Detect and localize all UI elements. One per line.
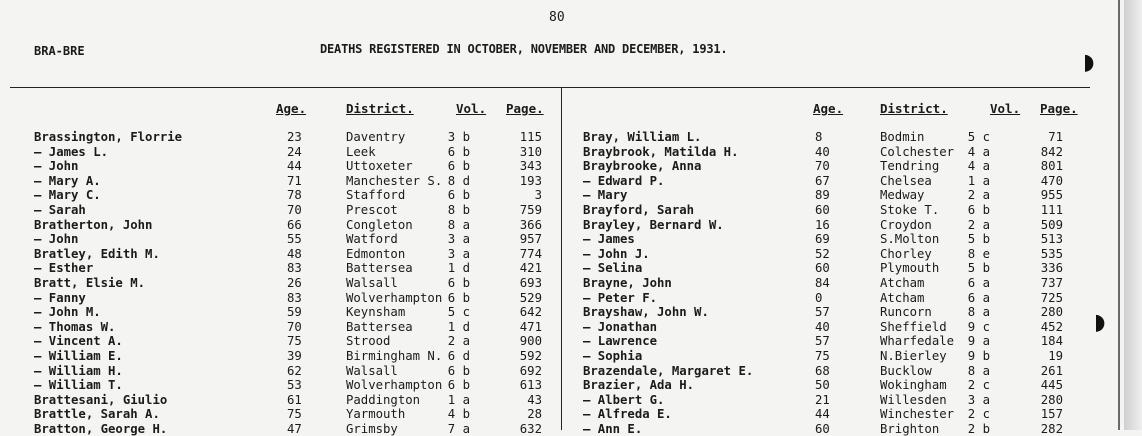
entry-name: Braybrook, Matilda H. [583, 144, 739, 159]
entry-vol: 3 a [967, 392, 990, 407]
entry-vol: 6 b [447, 188, 470, 203]
register-entry [583, 174, 1103, 189]
entry-district: Winchester [880, 407, 955, 422]
column-divider [561, 88, 562, 430]
register-entry [34, 232, 554, 247]
register-entry [34, 349, 554, 364]
entry-page: 280 [1040, 305, 1063, 320]
entry-age: 70 [815, 159, 830, 174]
entry-age: 47 [287, 421, 302, 436]
entry-page: 421 [519, 261, 542, 276]
entry-vol: 1 a [447, 392, 470, 407]
entry-district: Atcham [880, 275, 925, 290]
entry-page: 513 [1040, 232, 1063, 247]
entry-name: Brayne, John [583, 275, 672, 290]
register-entry [34, 393, 554, 408]
entry-age: 61 [287, 392, 302, 407]
register-entry [583, 130, 1103, 145]
entry-page: 366 [519, 217, 542, 232]
left-header-age: Age. [276, 101, 307, 116]
register-entry [583, 349, 1103, 364]
entry-age: 40 [815, 144, 830, 159]
entry-district: Chelsea [880, 173, 932, 188]
entry-name: — Fanny [34, 290, 86, 305]
entry-age: 69 [815, 232, 830, 247]
entry-page: 955 [1040, 188, 1063, 203]
entry-age: 48 [287, 246, 302, 261]
entry-page: 842 [1040, 144, 1063, 159]
entry-age: 67 [815, 173, 830, 188]
entry-vol: 2 c [967, 378, 990, 393]
right-header-district: District. [880, 101, 948, 116]
entry-name: — Alfreda E. [583, 407, 672, 422]
register-entry [583, 145, 1103, 160]
entry-page: 509 [1040, 217, 1063, 232]
register-entry [34, 145, 554, 160]
entry-district: Medway [880, 188, 925, 203]
left-header-vol: Vol. [456, 101, 487, 116]
entry-vol: 9 c [967, 319, 990, 334]
left-header-page: Page. [506, 101, 544, 116]
entry-age: 16 [815, 217, 830, 232]
register-entry [583, 232, 1103, 247]
entry-vol: 3 a [447, 232, 470, 247]
register-entry [583, 261, 1103, 276]
register-entry [34, 320, 554, 335]
entry-age: 8 [815, 130, 823, 144]
register-entry [34, 305, 554, 320]
entry-name: — William H. [34, 363, 123, 378]
entry-district: Chorley [880, 246, 932, 261]
page-edge-shadow [1124, 0, 1142, 430]
entry-name: Brayshaw, John W. [583, 305, 709, 320]
entry-vol: 3 b [447, 130, 470, 144]
page-number: 80 [549, 10, 565, 25]
entry-age: 40 [815, 319, 830, 334]
register-entry [583, 218, 1103, 233]
entry-name: — John J. [583, 246, 650, 261]
entry-vol: 8 a [447, 217, 470, 232]
entry-vol: 8 b [447, 202, 470, 217]
entry-name: — James [583, 232, 635, 247]
entry-age: 78 [287, 188, 302, 203]
entry-district: Bodmin [880, 130, 925, 144]
entry-name: — John [34, 232, 79, 247]
entry-age: 68 [815, 363, 830, 378]
entry-age: 70 [287, 202, 302, 217]
entry-page: 692 [519, 363, 542, 378]
register-entry [583, 334, 1103, 349]
left-entry-list [34, 130, 554, 436]
entry-vol: 6 b [447, 290, 470, 305]
entry-name: Bray, William L. [583, 130, 702, 144]
register-entry [583, 364, 1103, 379]
entry-district: Atcham [880, 290, 925, 305]
entry-page: 535 [1040, 246, 1063, 261]
entry-name: Brattesani, Giulio [34, 392, 168, 407]
entry-vol: 5 b [967, 232, 990, 247]
entry-page: 193 [519, 173, 542, 188]
register-entry [34, 218, 554, 233]
entry-name: Bratt, Elsie M. [34, 275, 146, 290]
register-entry [583, 422, 1103, 436]
entry-page: 3 [534, 188, 542, 203]
entry-page: 19 [1048, 348, 1063, 363]
entry-page: 471 [519, 319, 542, 334]
entry-district: Wolverhampton [346, 290, 443, 305]
entry-district: Daventry [346, 130, 406, 144]
entry-vol: 8 e [967, 246, 990, 261]
index-range: BRA-BRE [34, 44, 85, 58]
register-entry [583, 305, 1103, 320]
punch-hole-mark: ◗ [1094, 310, 1106, 335]
entry-age: 44 [287, 159, 302, 174]
entry-district: Keynsham [346, 305, 406, 320]
entry-page: 336 [1040, 261, 1063, 276]
entry-age: 83 [287, 261, 302, 276]
register-entry [583, 159, 1103, 174]
entry-name: Bratherton, John [34, 217, 153, 232]
entry-page: 310 [519, 144, 542, 159]
right-entry-list [583, 130, 1103, 436]
page-title: DEATHS REGISTERED IN OCTOBER, NOVEMBER AND DECEMBER, 1931. [320, 42, 728, 56]
register-entry [34, 364, 554, 379]
entry-vol: 2 b [967, 421, 990, 436]
register-entry [583, 407, 1103, 422]
entry-district: Prescot [346, 202, 398, 217]
entry-vol: 6 b [447, 159, 470, 174]
entry-vol: 8 d [447, 173, 470, 188]
right-header-page: Page. [1040, 101, 1078, 116]
entry-age: 89 [815, 188, 830, 203]
entry-age: 83 [287, 290, 302, 305]
entry-name: — Edward P. [583, 173, 665, 188]
entry-vol: 2 a [967, 217, 990, 232]
header-rule [10, 87, 1090, 88]
entry-name: — Thomas W. [34, 319, 116, 334]
entry-district: Congleton [346, 217, 413, 232]
entry-district: Colchester [880, 144, 955, 159]
register-entry [34, 407, 554, 422]
entry-district: Wharfedale [880, 334, 955, 349]
entry-district: Strood [346, 334, 391, 349]
entry-vol: 8 a [967, 305, 990, 320]
entry-vol: 6 b [447, 275, 470, 290]
entry-district: Walsall [346, 363, 398, 378]
entry-vol: 6 a [967, 290, 990, 305]
entry-vol: 5 c [447, 305, 470, 320]
entry-age: 84 [815, 275, 830, 290]
entry-vol: 6 b [447, 144, 470, 159]
register-entry [583, 320, 1103, 335]
entry-age: 44 [815, 407, 830, 422]
entry-district: Manchester S. [346, 173, 443, 188]
register-entry [34, 378, 554, 393]
entry-page: 642 [519, 305, 542, 320]
entry-district: Wolverhampton [346, 378, 443, 393]
entry-page: 592 [519, 348, 542, 363]
entry-page: 28 [527, 407, 542, 422]
entry-age: 60 [815, 421, 830, 436]
entry-age: 60 [815, 202, 830, 217]
register-entry [583, 203, 1103, 218]
entry-vol: 1 d [447, 261, 470, 276]
entry-page: 184 [1040, 334, 1063, 349]
entry-name: Brassington, Florrie [34, 130, 183, 144]
entry-district: Stoke T. [880, 202, 940, 217]
left-header-district: District. [346, 101, 414, 116]
register-entry [34, 159, 554, 174]
entry-name: — Selina [583, 261, 643, 276]
entry-district: Wokingham [880, 378, 947, 393]
entry-name: — Lawrence [583, 334, 658, 349]
punch-hole-mark: ◗ [1083, 50, 1095, 75]
entry-page: 613 [519, 378, 542, 393]
entry-page: 759 [519, 202, 542, 217]
entry-district: Watford [346, 232, 398, 247]
entry-district: Sheffield [880, 319, 947, 334]
entry-name: — John [34, 159, 79, 174]
entry-age: 26 [287, 275, 302, 290]
entry-name: — Esther [34, 261, 94, 276]
entry-age: 52 [815, 246, 830, 261]
page-edge-line [1118, 0, 1120, 430]
register-entry [34, 291, 554, 306]
register-entry [583, 276, 1103, 291]
entry-vol: 6 a [967, 275, 990, 290]
entry-age: 39 [287, 348, 302, 363]
entry-age: 21 [815, 392, 830, 407]
entry-page: 280 [1040, 392, 1063, 407]
entry-name: — Mary A. [34, 173, 101, 188]
entry-name: — Sophia [583, 348, 643, 363]
entry-name: Brattle, Sarah A. [34, 407, 160, 422]
entry-vol: 4 b [447, 407, 470, 422]
entry-page: 261 [1040, 363, 1063, 378]
register-entry [34, 276, 554, 291]
entry-vol: 5 b [967, 261, 990, 276]
entry-age: 71 [287, 173, 302, 188]
entry-district: Plymouth [880, 261, 940, 276]
entry-age: 75 [287, 407, 302, 422]
entry-name: — Albert G. [583, 392, 665, 407]
entry-page: 529 [519, 290, 542, 305]
entry-name: — Mary [583, 188, 628, 203]
entry-age: 0 [815, 290, 823, 305]
register-entry [34, 334, 554, 349]
entry-district: N.Bierley [880, 348, 947, 363]
register-entry [34, 422, 554, 436]
entry-district: Bucklow [880, 363, 932, 378]
entry-name: — Sarah [34, 202, 86, 217]
entry-vol: 7 a [447, 421, 470, 436]
entry-district: Willesden [880, 392, 947, 407]
entry-page: 71 [1048, 130, 1063, 144]
register-entry [583, 393, 1103, 408]
entry-name: Bratton, George H. [34, 421, 168, 436]
entry-name: — Vincent A. [34, 334, 123, 349]
entry-vol: 8 a [967, 363, 990, 378]
right-header-vol: Vol. [990, 101, 1021, 116]
entry-age: 60 [815, 261, 830, 276]
entry-page: 725 [1040, 290, 1063, 305]
entry-vol: 2 c [967, 407, 990, 422]
entry-district: Paddington [346, 392, 421, 407]
entry-vol: 1 d [447, 319, 470, 334]
entry-vol: 1 a [967, 173, 990, 188]
entry-district: Tendring [880, 159, 940, 174]
entry-name: — John M. [34, 305, 101, 320]
entry-vol: 9 b [967, 348, 990, 363]
entry-page: 632 [519, 421, 542, 436]
entry-name: — Jonathan [583, 319, 658, 334]
entry-vol: 4 a [967, 144, 990, 159]
entry-vol: 6 d [447, 348, 470, 363]
entry-page: 693 [519, 275, 542, 290]
entry-age: 57 [815, 305, 830, 320]
entry-district: Edmonton [346, 246, 406, 261]
entry-age: 66 [287, 217, 302, 232]
entry-name: Bratley, Edith M. [34, 246, 160, 261]
entry-page: 900 [519, 334, 542, 349]
register-entry [34, 188, 554, 203]
entry-name: Brayford, Sarah [583, 202, 695, 217]
register-entry [34, 203, 554, 218]
entry-page: 445 [1040, 378, 1063, 393]
entry-district: Battersea [346, 319, 413, 334]
entry-district: Grimsby [346, 421, 398, 436]
entry-district: Yarmouth [346, 407, 406, 422]
entry-vol: 3 a [447, 246, 470, 261]
entry-age: 75 [815, 348, 830, 363]
entry-age: 50 [815, 378, 830, 393]
entry-age: 70 [287, 319, 302, 334]
entry-age: 53 [287, 378, 302, 393]
register-entry [34, 174, 554, 189]
entry-district: Runcorn [880, 305, 932, 320]
entry-vol: 6 b [967, 202, 990, 217]
entry-vol: 2 a [967, 188, 990, 203]
right-header-age: Age. [813, 101, 844, 116]
entry-page: 737 [1040, 275, 1063, 290]
entry-age: 23 [287, 130, 302, 144]
entry-vol: 4 a [967, 159, 990, 174]
entry-page: 43 [527, 392, 542, 407]
entry-page: 115 [519, 130, 542, 144]
entry-vol: 6 b [447, 378, 470, 393]
entry-page: 157 [1040, 407, 1063, 422]
register-entry [583, 247, 1103, 262]
entry-vol: 5 c [967, 130, 990, 144]
entry-age: 24 [287, 144, 302, 159]
register-entry [583, 188, 1103, 203]
entry-age: 75 [287, 334, 302, 349]
entry-name: Brayley, Bernard W. [583, 217, 724, 232]
entry-district: Brighton [880, 421, 940, 436]
entry-name: — James L. [34, 144, 109, 159]
entry-vol: 9 a [967, 334, 990, 349]
entry-vol: 6 b [447, 363, 470, 378]
register-entry [34, 130, 554, 145]
entry-district: Leek [346, 144, 376, 159]
entry-age: 57 [815, 334, 830, 349]
entry-page: 801 [1040, 159, 1063, 174]
entry-district: Croydon [880, 217, 932, 232]
entry-name: — William T. [34, 378, 123, 393]
entry-district: Walsall [346, 275, 398, 290]
entry-district: S.Molton [880, 232, 940, 247]
entry-name: Brazier, Ada H. [583, 378, 695, 393]
entry-district: Uttoxeter [346, 159, 413, 174]
entry-district: Birmingham N. [346, 348, 443, 363]
entry-district: Stafford [346, 188, 406, 203]
entry-district: Battersea [346, 261, 413, 276]
entry-page: 774 [519, 246, 542, 261]
entry-page: 111 [1040, 202, 1063, 217]
entry-name: — Peter F. [583, 290, 658, 305]
register-entry [583, 378, 1103, 393]
entry-vol: 2 a [447, 334, 470, 349]
entry-name: — Ann E. [583, 421, 643, 436]
register-entry [34, 261, 554, 276]
entry-name: Braybrooke, Anna [583, 159, 702, 174]
entry-page: 452 [1040, 319, 1063, 334]
entry-name: — William E. [34, 348, 123, 363]
entry-name: Brazendale, Margaret E. [583, 363, 754, 378]
entry-name: — Mary C. [34, 188, 101, 203]
entry-page: 957 [519, 232, 542, 247]
entry-age: 55 [287, 232, 302, 247]
entry-age: 59 [287, 305, 302, 320]
entry-page: 343 [519, 159, 542, 174]
register-entry [583, 291, 1103, 306]
entry-page: 470 [1040, 173, 1063, 188]
entry-page: 282 [1040, 421, 1063, 436]
register-entry [34, 247, 554, 262]
entry-age: 62 [287, 363, 302, 378]
